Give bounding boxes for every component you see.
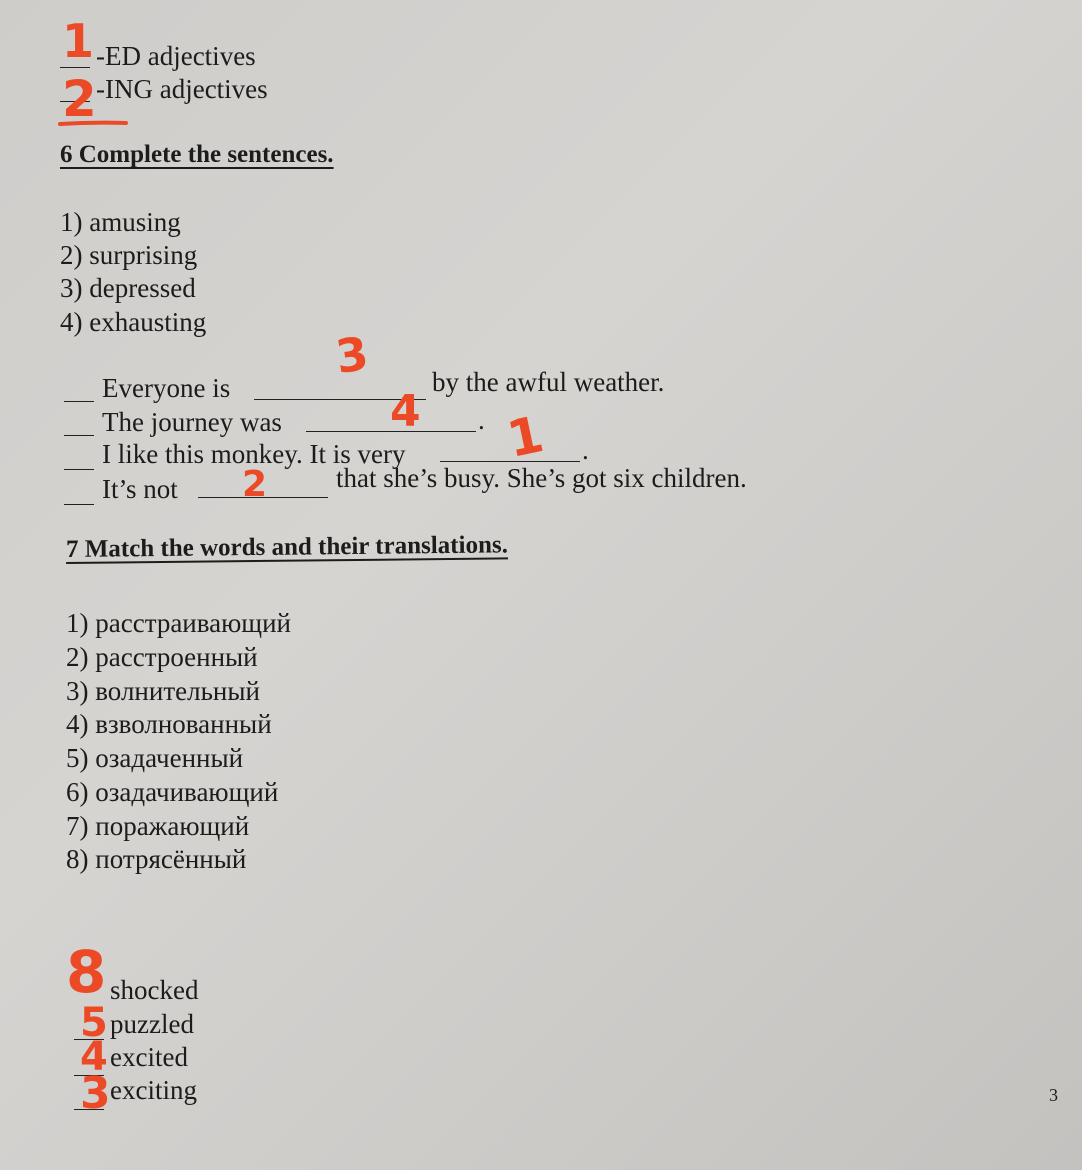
- option-item: 4) exhausting: [60, 307, 207, 337]
- sentence-end: by the awful weather.: [432, 367, 665, 397]
- translation-item: 8) потрясённый: [66, 844, 247, 874]
- translation-item: 3) волнительный: [66, 676, 260, 706]
- match-word: puzzled: [110, 1009, 194, 1039]
- translation-item: 5) озадаченный: [66, 743, 244, 773]
- option-item: 3) depressed: [60, 273, 196, 303]
- handwritten-answer: 2: [62, 70, 97, 128]
- handwritten-answer: 5: [80, 1000, 108, 1046]
- handwritten-answer: 1: [502, 405, 549, 469]
- page-number: 3: [1049, 1085, 1058, 1105]
- sentence-end: .: [478, 405, 485, 435]
- sentence-end: .: [582, 435, 589, 465]
- handwritten-answer: 4: [80, 1034, 108, 1080]
- adjective-type-label: -ING adjectives: [96, 74, 268, 104]
- handwritten-answer: 3: [80, 1068, 111, 1119]
- sentence-start: The journey was: [102, 407, 282, 437]
- translation-item: 7) поражающий: [66, 811, 250, 841]
- translation-item: 6) озадачивающий: [66, 777, 279, 807]
- match-word: shocked: [110, 975, 199, 1005]
- pen-underline: [60, 123, 126, 124]
- handwritten-answer: 3: [332, 326, 372, 384]
- option-item: 2) surprising: [60, 240, 198, 270]
- translation-item: 1) расстраивающий: [66, 608, 291, 638]
- option-item: 1) amusing: [60, 207, 181, 237]
- match-word: excited: [110, 1042, 188, 1072]
- sentence-end: that she’s busy. She’s got six children.: [336, 463, 747, 493]
- translation-item: 4) взволнованный: [66, 709, 272, 739]
- exercise-7-title: 7 Match the words and their translations.: [65, 531, 509, 563]
- match-word: exciting: [110, 1075, 197, 1105]
- sentence-start: It’s not: [102, 474, 178, 504]
- adjective-type-label: -ED adjectives: [96, 41, 256, 71]
- translation-item: 2) расстроенный: [66, 642, 258, 672]
- sentence-start: I like this monkey. It is very: [102, 439, 406, 469]
- handwritten-answer: 1: [62, 14, 95, 68]
- handwritten-answer: 8: [66, 938, 107, 1006]
- handwritten-answer: 4: [390, 386, 421, 437]
- exercise-6-title: 6 Complete the sentences.: [60, 141, 334, 168]
- sentence-start: Everyone is: [102, 373, 231, 403]
- handwritten-answer: 2: [242, 464, 268, 505]
